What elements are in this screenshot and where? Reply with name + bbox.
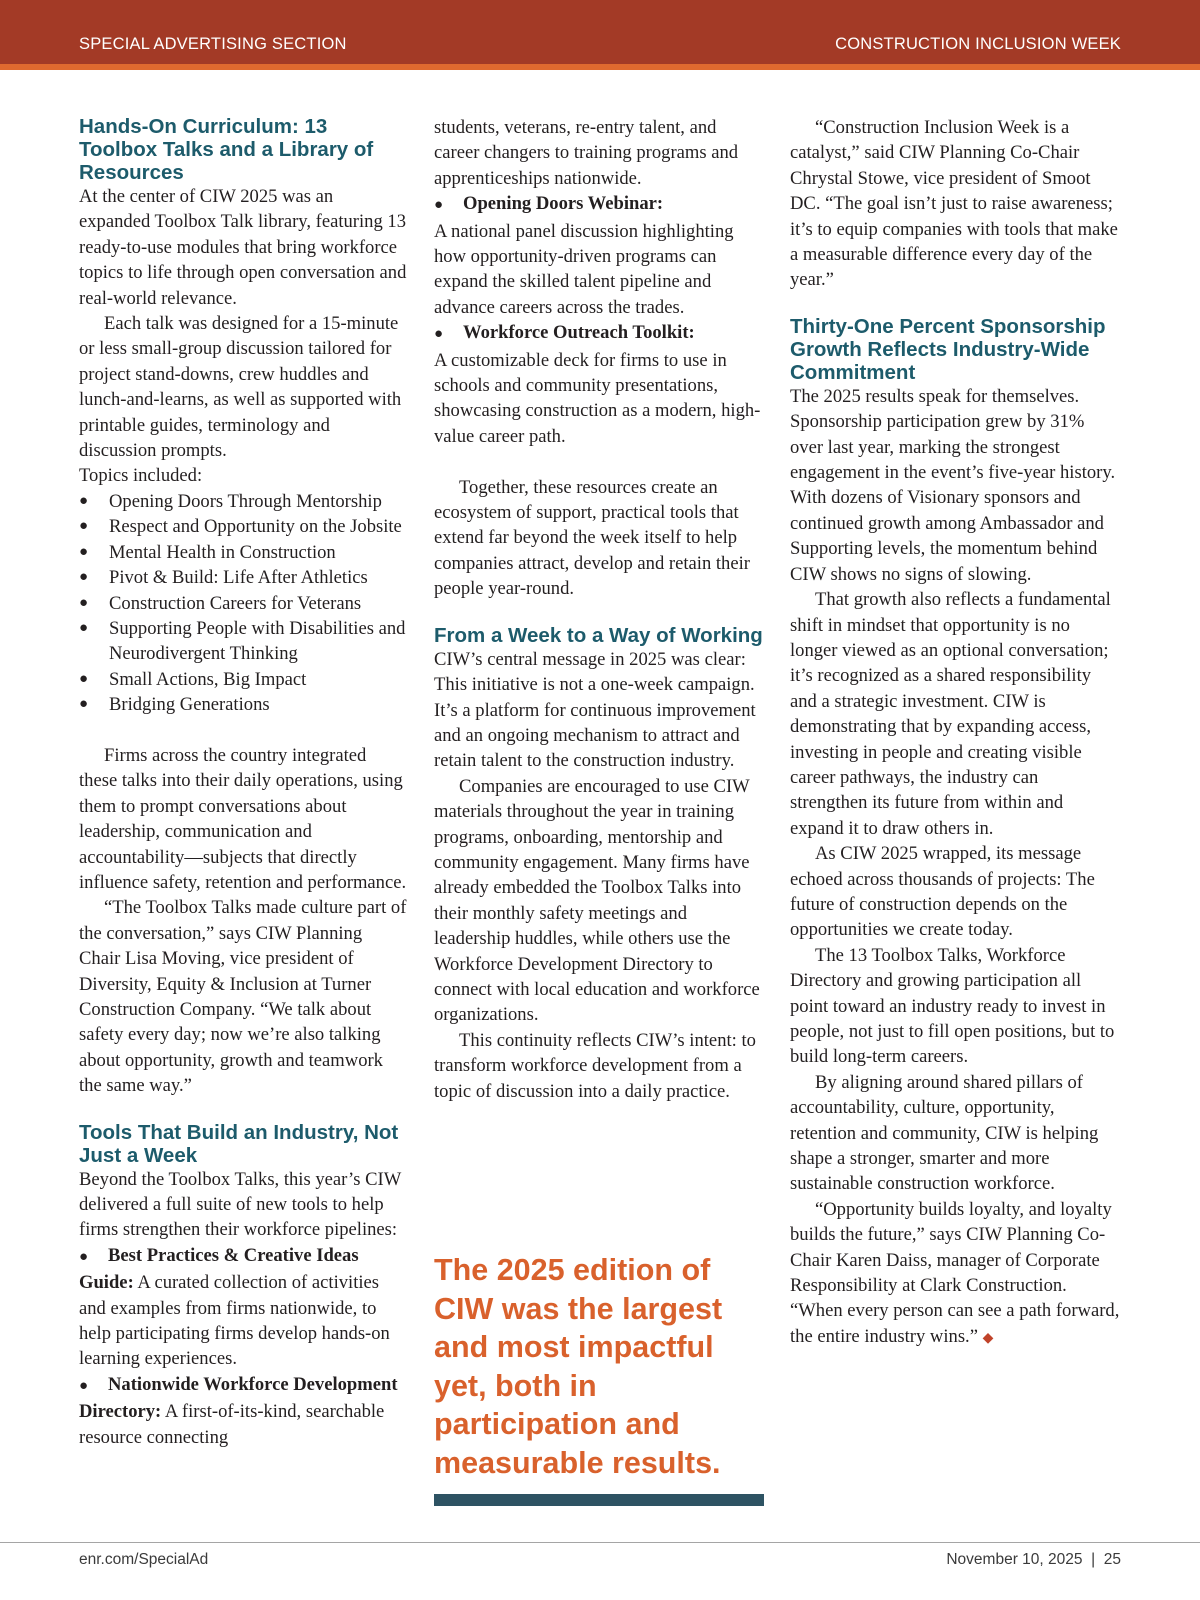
list-item: ● Pivot & Build: Life After Athletics [79, 565, 408, 590]
bullet-item [79, 1243, 408, 1372]
paragraph: Beyond the Toolbox Talks, this year’s CIW delivered a full suite of new tools to help firms strengthen their workforce pipelines: [79, 1168, 401, 1241]
bullet-icon: ● [434, 197, 444, 214]
list-item: ● Bridging Generations [79, 692, 408, 717]
end-mark-icon: ◆ [982, 1330, 994, 1346]
bullet-title: Workforce Outreach Toolkit: [463, 322, 695, 344]
bullet-item [79, 1372, 408, 1450]
bullet-text: A national panel discussion highlighting how opportunity-driven programs can expand the skilled talent pipeline and advance careers across the trades. [434, 220, 734, 318]
bullet-text: A first-of-its-kind, searchable resource connecting [79, 1401, 385, 1448]
paragraph: The 13 Toolbox Talks, Workforce Directory and growing participation all point toward an industry ready to invest in people, not just to fill open positions, but to build long-term careers. [790, 944, 1115, 1068]
closing-quote: “Opportunity builds loyalty, and loyalty builds the future,” says CIW Planning Co-Chair Karen Daiss, manager of Corporate Responsibility at Clark Construction. “When every person can see a path forward, the entire industry wins.” [790, 1198, 1120, 1347]
paragraph: As CIW 2025 wrapped, its message echoed across thousands of projects: The future of construction depends on the opportunities we create today. [790, 843, 1095, 941]
list-item: ● Respect and Opportunity on the Jobsite [79, 514, 408, 539]
paragraph: “The Toolbox Talks made culture part of the conversation,” says CIW Planning Chair Lisa Moving, vice president of Diversity, Equity & Inclusion at Turner Construction Company. “We talk about safety every day; now we’re also talking about opportunity, growth and teamwork the same way.” [79, 897, 407, 1097]
bullet-text: A curated collection of activities and examples from firms nationwide, to help participating firms develop hands-on learning experiences. [79, 1272, 390, 1370]
paragraph: That growth also reflects a fundamental shift in mindset that opportunity is no longer viewed as an optional conversation; it’s recognized as a shared responsibility and a strategic investment. CIW is demonstrating that by expanding access, investing in people and creating visible career pathways, the industry can strengthen its future from within and expand it to draw others in. [790, 589, 1111, 839]
bullet-item [434, 191, 764, 218]
list-item: ● Supporting People with Disabilities and Neurodivergent Thinking [79, 616, 408, 667]
heading-sponsorship: Thirty-One Percent Sponsorship Growth Reflects Industry-Wide Commitment [790, 314, 1106, 384]
column-1 [79, 115, 408, 1450]
paragraph: Topics included: [79, 465, 203, 487]
list-item: ● Opening Doors Through Mentorship [79, 489, 408, 514]
column-3 [790, 115, 1120, 1351]
list-item: ● Small Actions, Big Impact [79, 667, 408, 692]
pull-quote-bar [434, 1494, 764, 1506]
footer-date-page: November 10, 2025 | 25 [946, 1551, 1121, 1568]
paragraph: CIW’s central message in 2025 was clear: This initiative is not a one-week campaign. It’s a platform for continuous improvement and an ongoing mechanism to attract and retain talent to the construction industry. [434, 648, 756, 772]
paragraph: The 2025 results speak for themselves. Sponsorship participation grew by 31% over last year, marking the strongest engagement in the event’s five-year history. With dozens of Visionary sponsors and continued growth among Ambassador and Supporting levels, the momentum behind CIW shows no signs of slowing. [790, 385, 1116, 585]
list-item: ● Mental Health in Construction [79, 540, 408, 565]
heading-way-of-working: From a Week to a Way of Working [434, 623, 763, 647]
bullet-icon: ● [434, 326, 444, 343]
pull-quote: The 2025 edition of CIW was the largest and most impactful yet, both in participation and measurable results. [434, 1253, 723, 1480]
list-item: ● Construction Careers for Veterans [79, 591, 408, 616]
paragraph: This continuity reflects CIW’s intent: to transform workforce development from a topic of discussion into a daily practice. [434, 1029, 756, 1102]
header-accent-line [0, 64, 1200, 70]
section-title: CONSTRUCTION INCLUSION WEEK [835, 35, 1121, 53]
section-label: SPECIAL ADVERTISING SECTION [79, 35, 347, 53]
bullet-title: Best Practices & Creative Ideas Guide: [79, 1244, 359, 1294]
paragraph: students, veterans, re-entry talent, and career changers to training programs and apprenticeships nationwide. [434, 117, 739, 189]
heading-tools: Tools That Build an Industry, Not Just a Week [79, 1120, 399, 1167]
paragraph: Firms across the country integrated these talks into their daily operations, using them to prompt conversations about leadership, communication and accountability—subjects that directly influence safety, retention and performance. [79, 744, 407, 893]
bullet-item [434, 320, 764, 347]
paragraph: Companies are encouraged to use CIW materials throughout the year in training programs, onboarding, mentorship and community engagement. Many firms have already embedded the Toolbox Talks into their monthly safety meetings and leadership huddles, while others use the Workforce Development Directory to connect with local education and workforce organizations. [434, 775, 760, 1026]
bullet-title: Opening Doors Webinar: [463, 193, 664, 215]
heading-curriculum: Hands-On Curriculum: 13 Toolbox Talks and a Library of Resources [79, 115, 374, 184]
bullet-icon: ● [79, 1248, 89, 1265]
footer-url: enr.com/SpecialAd [79, 1551, 209, 1568]
paragraph: Together, these resources create an ecosystem of support, practical tools that extend far beyond the week itself to help companies attract, develop and retain their people year-round. [434, 476, 750, 600]
paragraph: Each talk was designed for a 15-minute or less small-group discussion tailored for project stand-downs, crew huddles and lunch-and-learns, as well as supported with printable guides, terminology and discussion prompts. [79, 313, 402, 462]
bullet-text: A customizable deck for firms to use in schools and community presentations, showcasing construction as a modern, high-value career path. [434, 349, 761, 447]
footer-rule [0, 1542, 1200, 1543]
bullet-icon: ● [79, 1377, 89, 1394]
paragraph: By aligning around shared pillars of accountability, culture, opportunity, retention and community, CIW is helping shape a stronger, smarter and more sustainable construction workforce. [790, 1071, 1099, 1195]
header-bar [0, 0, 1200, 64]
bullet-title: Nationwide Workforce Development Directory: [79, 1373, 398, 1423]
topics-list [79, 489, 408, 718]
paragraph-final [790, 1197, 1120, 1351]
paragraph: “Construction Inclusion Week is a catalyst,” said CIW Planning Co-Chair Chrystal Stowe, vice president of Smoot DC. “The goal isn’t just to raise awareness; it’s to equip companies with tools that make a measurable difference every day of the year.” [790, 117, 1118, 291]
paragraph: At the center of CIW 2025 was an expanded Toolbox Talk library, featuring 13 ready-to-use modules that bring workforce topics to life through open conversation and real-world relevance. [79, 186, 407, 309]
column-2 [434, 115, 764, 1104]
